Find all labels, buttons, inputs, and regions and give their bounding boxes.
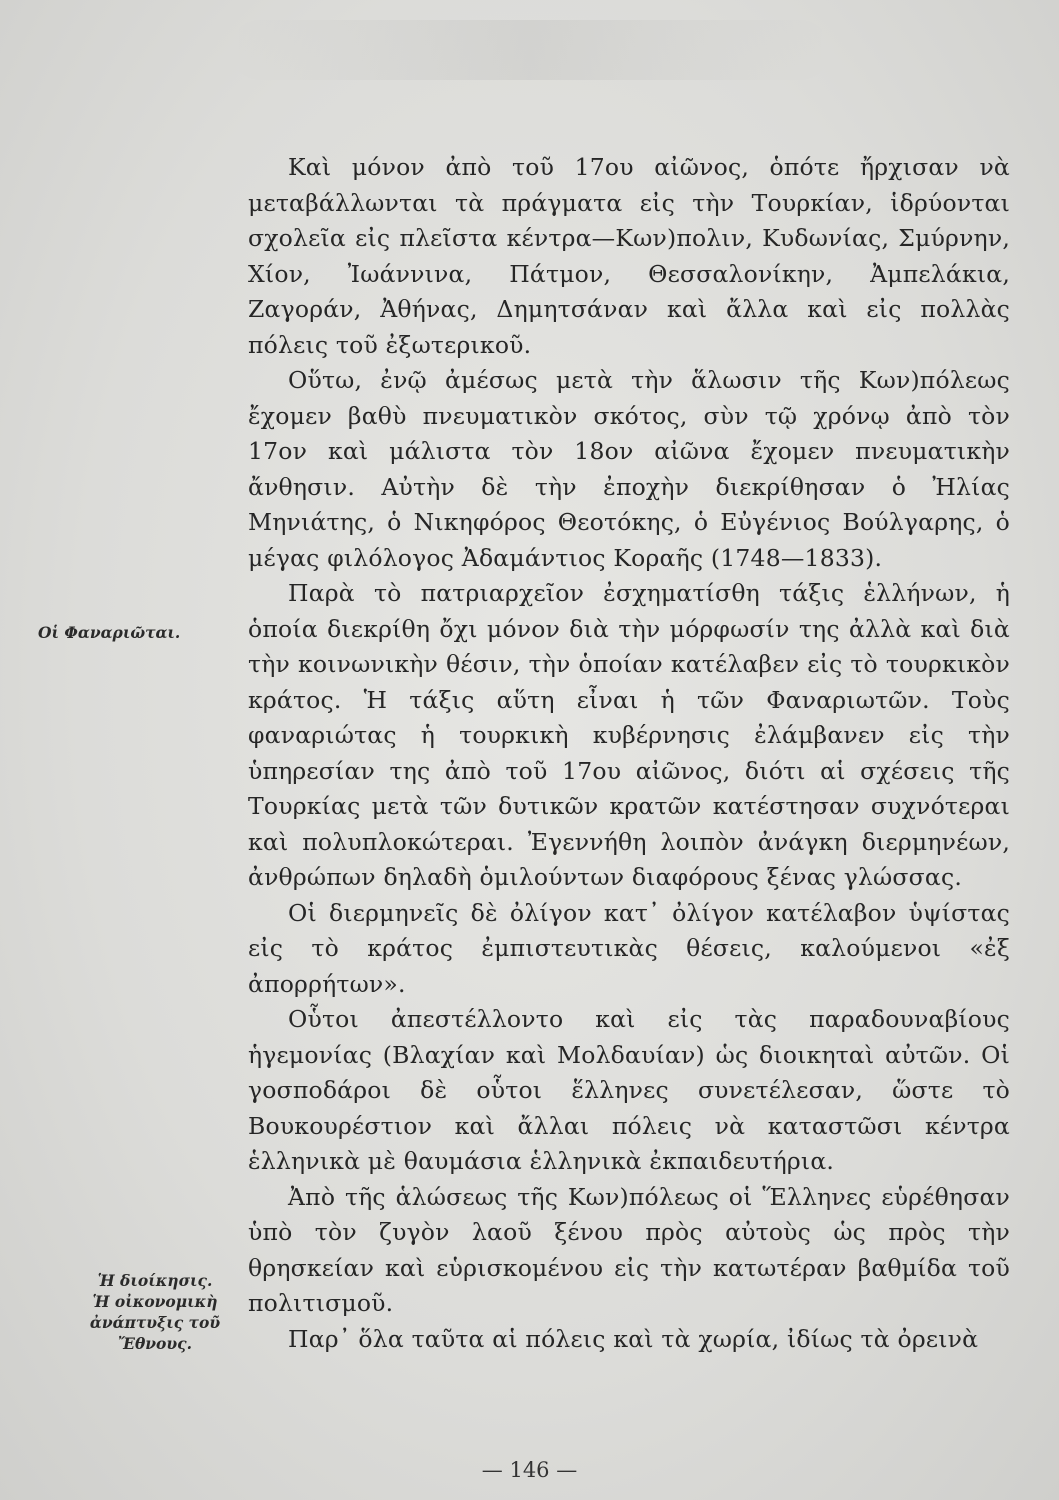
paragraph-2: Οὕτω, ἐνῷ ἀμέσως μετὰ τὴν ἅλωσιν τῆς Κων)πόλεως ἔχομεν βαθὺ πνευματικὸν σκότος, σὺν τῷ χρόνῳ ἀπὸ τὸν 17ον καὶ μάλιστα τὸν 18ον αἰῶνα ἔχομεν πνευματικὴν ἄνθησιν. Αὐτὴν δὲ τὴν ἐποχὴν διεκρίθησαν ὁ Ἠλίας Μηνιάτης, ὁ Νικηφόρος Θεοτόκης, ὁ Εὐγένιος Βούλγαρης, ὁ μέγας φιλόλογος Ἀδαμάντιος Κοραῆς (1748—1833). xyxy=(248,366,1010,572)
paragraph-3: Παρὰ τὸ πατριαρχεῖον ἐσχηματίσθη τάξις ἑλλήνων, ἡ ὁποία διεκρίθη ὄχι μόνον διὰ τὴν μόρφωσίν της ἀλλὰ καὶ διὰ τὴν κοινωνικὴν θέσιν, τὴν ὁποίαν κατέλαβεν εἰς τὸ τουρκικὸν κράτος. Ἡ τάξις αὕτη εἶναι ἡ τῶν Φαναριωτῶν. Τοὺς φαναριώτας ἡ τουρκικὴ κυβέρνησις ἐλάμβανεν εἰς τὴν ὑπηρεσίαν της ἀπὸ τοῦ 17ου αἰῶνος, διότι αἱ σχέσεις τῆς Τουρκίας μετὰ τῶν δυτικῶν κρατῶν κατέστησαν συχνότεραι καὶ πολυπλοκώτεραι. Ἐγεννήθη λοιπὸν ἀνάγκη διερμηνέων, ἀνθρώπων δηλαδὴ ὁμιλούντων διαφόρους ξένας γλώσσας. xyxy=(248,579,1010,891)
paragraph-4: Οἱ διερμηνεῖς δὲ ὀλίγον κατ᾽ ὀλίγον κατέλαβον ὑψίστας εἰς τὸ κράτος ἐμπιστευτικὰς θέσεις, καλούμενοι «ἐξ ἀπορρήτων». xyxy=(248,898,1010,998)
margin-note-economic-line2: ἀνάπτυξις τοῦ xyxy=(89,1313,221,1332)
margin-note-administration: Ἡ διοίκησις. xyxy=(97,1271,213,1290)
paragraph-5: Οὗτοι ἀπεστέλλοντο καὶ εἰς τὰς παραδουναβίους ἡγεμονίας (Βλαχίαν καὶ Μολδαυίαν) ὡς διοικηταὶ αὐτῶν. Οἱ γοσποδάροι δὲ οὗτοι ἕλληνες συνετέλεσαν, ὥστε τὸ Βουκουρέστιον καὶ ἄλλαι πόλεις νὰ καταστῶσι κέντρα ἑλληνικὰ μὲ θαυμάσια ἑλληνικὰ ἐκπαιδευτήρια. xyxy=(248,1005,1010,1175)
margin-note-fanariotes: Οἱ Φαναριῶται. xyxy=(38,623,181,642)
main-text-column xyxy=(248,150,1010,1357)
paragraph-6: Ἀπὸ τῆς ἁλώσεως τῆς Κων)πόλεως οἱ Ἕλληνες εὑρέθησαν ὑπὸ τὸν ζυγὸν λαοῦ ξένου πρὸς αὐτοὺς ὡς πρὸς τὴν θρησκείαν καὶ εὑρισκομένου εἰς τὴν κατωτέραν βαθμίδα τοῦ πολιτισμοῦ. xyxy=(248,1182,1010,1317)
margin-note-economic-line3: Ἔθνους. xyxy=(118,1334,192,1353)
page-smudge xyxy=(230,20,830,80)
paragraph-1: Καὶ μόνον ἀπὸ τοῦ 17ου αἰῶνος, ὁπότε ἤρχισαν νὰ μεταβάλλωνται τὰ πράγματα εἰς τὴν Τουρκίαν, ἱδρύονται σχολεῖα εἰς πλεῖστα κέντρα—Κων)πολιν, Κυδωνίας, Σμύρνην, Χίον, Ἰωάννινα, Πάτμον, Θεσσαλονίκην, Ἀμπελάκια, Ζαγοράν, Ἀθήνας, Δημητσάναν καὶ ἄλλα καὶ εἰς πολλὰς πόλεις τοῦ ἐξωτερικοῦ. xyxy=(248,153,1010,359)
margin-note-administration-economy xyxy=(60,1270,250,1354)
paragraph-7: Παρ᾽ ὅλα ταῦτα αἱ πόλεις καὶ τὰ χωρία, ἰδίως τὰ ὀρεινὰ xyxy=(288,1324,979,1353)
margin-note-economic-line1: Ἡ οἰκονομικὴ xyxy=(92,1292,218,1311)
page-number: — 146 — xyxy=(481,1458,578,1482)
